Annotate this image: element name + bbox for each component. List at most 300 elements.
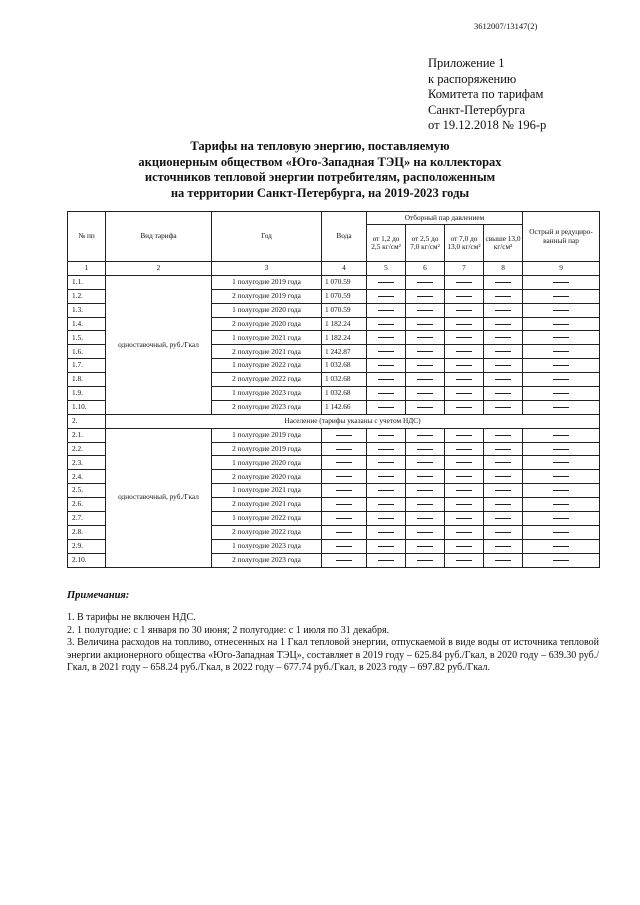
empty-cell bbox=[484, 484, 523, 498]
water-tariff-cell: 1 032.68 bbox=[322, 373, 367, 387]
dash bbox=[378, 476, 394, 477]
dash bbox=[456, 337, 472, 338]
title-line: источников тепловой энергии потребителям, расположенным bbox=[144, 170, 496, 184]
water-tariff-cell: 1 070.59 bbox=[322, 289, 367, 303]
period-cell: 2 полугодие 2023 года bbox=[212, 400, 322, 414]
empty-cell bbox=[367, 289, 406, 303]
empty-cell bbox=[367, 456, 406, 470]
water-tariff-cell: 1 182.24 bbox=[322, 317, 367, 331]
empty-cell bbox=[445, 345, 484, 359]
empty-cell bbox=[445, 400, 484, 414]
column-number: 9 bbox=[523, 262, 600, 276]
row-number: 1.1. bbox=[68, 275, 106, 289]
table-row bbox=[68, 275, 600, 289]
empty-cell bbox=[322, 470, 367, 484]
empty-cell bbox=[406, 498, 445, 512]
empty-cell bbox=[406, 373, 445, 387]
empty-cell bbox=[445, 484, 484, 498]
dash bbox=[336, 435, 352, 436]
period-cell: 2 полугодие 2021 года bbox=[212, 498, 322, 512]
empty-cell bbox=[523, 275, 600, 289]
dash bbox=[417, 351, 433, 352]
period-cell: 2 полугодие 2022 года bbox=[212, 373, 322, 387]
dash bbox=[456, 504, 472, 505]
empty-cell bbox=[367, 331, 406, 345]
dash bbox=[495, 296, 511, 297]
empty-cell bbox=[484, 317, 523, 331]
empty-cell bbox=[367, 539, 406, 553]
empty-cell bbox=[322, 456, 367, 470]
dash bbox=[378, 407, 394, 408]
dash bbox=[456, 449, 472, 450]
dash bbox=[417, 490, 433, 491]
row-number: 1.9. bbox=[68, 387, 106, 401]
empty-cell bbox=[523, 289, 600, 303]
notes-heading: Примечания: bbox=[67, 590, 130, 601]
empty-cell bbox=[484, 387, 523, 401]
empty-cell bbox=[523, 525, 600, 539]
dash bbox=[456, 546, 472, 547]
section-number: 2. bbox=[68, 414, 106, 428]
empty-cell bbox=[523, 331, 600, 345]
dash bbox=[495, 407, 511, 408]
empty-cell bbox=[322, 525, 367, 539]
column-number: 2 bbox=[106, 262, 212, 276]
empty-cell bbox=[322, 498, 367, 512]
title-line: на территории Санкт-Петербурга, на 2019-2023 годы bbox=[170, 185, 470, 200]
dash bbox=[417, 449, 433, 450]
header-steam-1: от 1,2 до 2,5 кг/см² bbox=[367, 225, 406, 262]
empty-cell bbox=[406, 512, 445, 526]
dash bbox=[378, 351, 394, 352]
empty-cell bbox=[445, 442, 484, 456]
empty-cell bbox=[367, 275, 406, 289]
period-cell: 2 полугодие 2023 года bbox=[212, 553, 322, 567]
water-tariff-cell: 1 032.68 bbox=[322, 387, 367, 401]
appendix-line: от 19.12.2018 № 196-р bbox=[428, 118, 547, 132]
empty-cell bbox=[523, 484, 600, 498]
title-line: акционерным обществом «Юго-Западная ТЭЦ» на коллекторах bbox=[138, 154, 502, 169]
empty-cell bbox=[322, 553, 367, 567]
dash bbox=[336, 490, 352, 491]
empty-cell bbox=[406, 317, 445, 331]
dash bbox=[336, 560, 352, 561]
empty-cell bbox=[523, 373, 600, 387]
dash bbox=[495, 532, 511, 533]
dash bbox=[456, 351, 472, 352]
empty-cell bbox=[322, 539, 367, 553]
empty-cell bbox=[367, 400, 406, 414]
tariff-type-cell: одноставочный, руб./Гкал bbox=[106, 275, 212, 414]
dash bbox=[456, 324, 472, 325]
row-number: 1.2. bbox=[68, 289, 106, 303]
notes-block bbox=[67, 612, 599, 675]
empty-cell bbox=[367, 359, 406, 373]
empty-cell bbox=[484, 470, 523, 484]
column-number: 5 bbox=[367, 262, 406, 276]
table-row bbox=[68, 428, 600, 442]
empty-cell bbox=[523, 553, 600, 567]
empty-cell bbox=[406, 303, 445, 317]
period-cell: 1 полугодие 2023 года bbox=[212, 539, 322, 553]
dash bbox=[553, 560, 569, 561]
empty-cell bbox=[406, 387, 445, 401]
empty-cell bbox=[445, 387, 484, 401]
row-number: 1.6. bbox=[68, 345, 106, 359]
header-steam-2: от 2,5 до 7,0 кг/см² bbox=[406, 225, 445, 262]
period-cell: 1 полугодие 2021 года bbox=[212, 484, 322, 498]
period-cell: 2 полугодие 2019 года bbox=[212, 442, 322, 456]
empty-cell bbox=[367, 303, 406, 317]
empty-cell bbox=[484, 428, 523, 442]
empty-cell bbox=[445, 303, 484, 317]
dash bbox=[456, 560, 472, 561]
empty-cell bbox=[445, 498, 484, 512]
period-cell: 2 полугодие 2021 года bbox=[212, 345, 322, 359]
dash bbox=[378, 296, 394, 297]
empty-cell bbox=[445, 428, 484, 442]
period-cell: 1 полугодие 2023 года bbox=[212, 387, 322, 401]
period-cell: 2 полугодие 2020 года bbox=[212, 317, 322, 331]
empty-cell bbox=[406, 428, 445, 442]
dash bbox=[495, 490, 511, 491]
dash bbox=[378, 393, 394, 394]
empty-cell bbox=[367, 470, 406, 484]
empty-cell bbox=[406, 456, 445, 470]
period-cell: 1 полугодие 2021 года bbox=[212, 331, 322, 345]
empty-cell bbox=[445, 525, 484, 539]
dash bbox=[495, 310, 511, 311]
empty-cell bbox=[367, 373, 406, 387]
period-cell: 2 полугодие 2022 года bbox=[212, 525, 322, 539]
dash bbox=[553, 379, 569, 380]
row-number: 1.3. bbox=[68, 303, 106, 317]
empty-cell bbox=[445, 373, 484, 387]
dash bbox=[336, 504, 352, 505]
dash bbox=[456, 310, 472, 311]
empty-cell bbox=[322, 428, 367, 442]
period-cell: 2 полугодие 2019 года bbox=[212, 289, 322, 303]
dash bbox=[495, 365, 511, 366]
empty-cell bbox=[322, 512, 367, 526]
dash bbox=[378, 462, 394, 463]
empty-cell bbox=[406, 331, 445, 345]
dash bbox=[553, 532, 569, 533]
period-cell: 1 полугодие 2020 года bbox=[212, 303, 322, 317]
empty-cell bbox=[367, 345, 406, 359]
empty-cell bbox=[523, 345, 600, 359]
dash bbox=[553, 462, 569, 463]
row-number: 1.7. bbox=[68, 359, 106, 373]
water-tariff-cell: 1 182.24 bbox=[322, 331, 367, 345]
tariff-type-cell: одноставочный, руб./Гкал bbox=[106, 428, 212, 567]
dash bbox=[417, 504, 433, 505]
appendix-line: Приложение 1 bbox=[428, 56, 505, 70]
dash bbox=[456, 296, 472, 297]
dash bbox=[553, 504, 569, 505]
empty-cell bbox=[367, 512, 406, 526]
empty-cell bbox=[445, 470, 484, 484]
empty-cell bbox=[484, 289, 523, 303]
dash bbox=[456, 407, 472, 408]
dash bbox=[378, 282, 394, 283]
empty-cell bbox=[406, 289, 445, 303]
note-item: 1. В тарифы не включен НДС. bbox=[67, 612, 196, 623]
document-number: 3612007/13147(2) bbox=[474, 21, 538, 31]
empty-cell bbox=[484, 442, 523, 456]
dash bbox=[456, 532, 472, 533]
dash bbox=[417, 435, 433, 436]
header-tariff-type: Вид тарифа bbox=[106, 212, 212, 262]
dash bbox=[378, 518, 394, 519]
appendix-line: Комитета по тарифам bbox=[428, 87, 544, 101]
empty-cell bbox=[484, 525, 523, 539]
dash bbox=[417, 282, 433, 283]
row-number: 1.5. bbox=[68, 331, 106, 345]
empty-cell bbox=[406, 484, 445, 498]
empty-cell bbox=[523, 539, 600, 553]
dash bbox=[553, 490, 569, 491]
dash bbox=[417, 476, 433, 477]
dash bbox=[378, 324, 394, 325]
dash bbox=[336, 449, 352, 450]
dash bbox=[495, 476, 511, 477]
empty-cell bbox=[367, 428, 406, 442]
dash bbox=[553, 296, 569, 297]
dash bbox=[553, 518, 569, 519]
empty-cell bbox=[523, 428, 600, 442]
dash bbox=[378, 310, 394, 311]
empty-cell bbox=[367, 442, 406, 456]
empty-cell bbox=[484, 345, 523, 359]
row-number: 1.8. bbox=[68, 373, 106, 387]
empty-cell bbox=[484, 275, 523, 289]
dash bbox=[417, 546, 433, 547]
empty-cell bbox=[406, 345, 445, 359]
empty-cell bbox=[367, 484, 406, 498]
dash bbox=[417, 337, 433, 338]
empty-cell bbox=[445, 359, 484, 373]
empty-cell bbox=[523, 470, 600, 484]
dash bbox=[495, 337, 511, 338]
dash bbox=[336, 546, 352, 547]
dash bbox=[495, 462, 511, 463]
row-number: 2.7. bbox=[68, 512, 106, 526]
empty-cell bbox=[367, 553, 406, 567]
dash bbox=[456, 490, 472, 491]
row-number: 1.10. bbox=[68, 400, 106, 414]
empty-cell bbox=[484, 539, 523, 553]
dash bbox=[553, 351, 569, 352]
empty-cell bbox=[406, 553, 445, 567]
header-num: № пп bbox=[68, 212, 106, 262]
dash bbox=[456, 435, 472, 436]
empty-cell bbox=[484, 359, 523, 373]
dash bbox=[553, 449, 569, 450]
empty-cell bbox=[484, 553, 523, 567]
document-title bbox=[60, 139, 580, 201]
period-cell: 2 полугодие 2020 года bbox=[212, 470, 322, 484]
dash bbox=[456, 476, 472, 477]
note-item: 3. Величина расходов на топливо, отнесенных на 1 Гкал тепловой энергии, отпускаемой в виде воды от источника тепловой энергии акционерного общества «Юго-Западная ТЭЦ», составляет в 2019 году – 625.84 руб./Гкал, в 2020 году – 639.30 руб./Гкал, в 2021 году – 658.24 руб./Гкал, в 2022 году – 677.74 руб./Гкал, в 2023 году – 697.82 руб./Гкал. bbox=[67, 637, 599, 673]
empty-cell bbox=[406, 525, 445, 539]
column-number: 3 bbox=[212, 262, 322, 276]
empty-cell bbox=[406, 470, 445, 484]
empty-cell bbox=[523, 512, 600, 526]
note-item: 2. 1 полугодие: с 1 января по 30 июня; 2 полугодие: с 1 июля по 31 декабря. bbox=[67, 624, 390, 636]
dash bbox=[456, 518, 472, 519]
row-number: 2.3. bbox=[68, 456, 106, 470]
dash bbox=[495, 449, 511, 450]
empty-cell bbox=[484, 400, 523, 414]
row-number: 2.9. bbox=[68, 539, 106, 553]
empty-cell bbox=[484, 373, 523, 387]
section-label: Население (тарифы указаны с учетом НДС) bbox=[106, 414, 600, 428]
row-number: 2.1. bbox=[68, 428, 106, 442]
column-number: 1 bbox=[68, 262, 106, 276]
water-tariff-cell: 1 070.59 bbox=[322, 275, 367, 289]
row-number: 2.6. bbox=[68, 498, 106, 512]
empty-cell bbox=[523, 498, 600, 512]
empty-cell bbox=[523, 359, 600, 373]
dash bbox=[378, 449, 394, 450]
empty-cell bbox=[523, 442, 600, 456]
row-number: 2.8. bbox=[68, 525, 106, 539]
empty-cell bbox=[484, 331, 523, 345]
empty-cell bbox=[445, 317, 484, 331]
dash bbox=[553, 407, 569, 408]
empty-cell bbox=[406, 442, 445, 456]
empty-cell bbox=[484, 456, 523, 470]
empty-cell bbox=[406, 539, 445, 553]
empty-cell bbox=[484, 512, 523, 526]
dash bbox=[417, 462, 433, 463]
dash bbox=[417, 393, 433, 394]
dash bbox=[553, 324, 569, 325]
dash bbox=[378, 546, 394, 547]
dash bbox=[553, 546, 569, 547]
dash bbox=[417, 365, 433, 366]
dash bbox=[417, 407, 433, 408]
row-number: 2.2. bbox=[68, 442, 106, 456]
empty-cell bbox=[445, 553, 484, 567]
column-number: 7 bbox=[445, 262, 484, 276]
dash bbox=[495, 546, 511, 547]
header-steam-3: от 7,0 до 13,0 кг/см² bbox=[445, 225, 484, 262]
header-steam-4: свыше 13,0 кг/см² bbox=[484, 225, 523, 262]
empty-cell bbox=[322, 484, 367, 498]
water-tariff-cell: 1 032.68 bbox=[322, 359, 367, 373]
dash bbox=[417, 379, 433, 380]
appendix-line: к распоряжению bbox=[428, 71, 517, 86]
period-cell: 1 полугодие 2022 года bbox=[212, 512, 322, 526]
column-number: 6 bbox=[406, 262, 445, 276]
title-line: Тарифы на тепловую энергию, поставляемую bbox=[190, 139, 450, 153]
dash bbox=[456, 462, 472, 463]
empty-cell bbox=[445, 289, 484, 303]
row-number: 1.4. bbox=[68, 317, 106, 331]
empty-cell bbox=[523, 387, 600, 401]
dash bbox=[495, 351, 511, 352]
empty-cell bbox=[367, 317, 406, 331]
dash bbox=[495, 379, 511, 380]
dash bbox=[378, 560, 394, 561]
period-cell: 1 полугодие 2020 года bbox=[212, 456, 322, 470]
dash bbox=[553, 393, 569, 394]
dash bbox=[495, 560, 511, 561]
column-number: 8 bbox=[484, 262, 523, 276]
water-tariff-cell: 1 142.66 bbox=[322, 400, 367, 414]
empty-cell bbox=[484, 303, 523, 317]
empty-cell bbox=[523, 317, 600, 331]
dash bbox=[378, 365, 394, 366]
dash bbox=[495, 324, 511, 325]
section-row bbox=[68, 414, 600, 428]
dash bbox=[378, 532, 394, 533]
dash bbox=[378, 435, 394, 436]
dash bbox=[553, 365, 569, 366]
dash bbox=[456, 365, 472, 366]
empty-cell bbox=[523, 456, 600, 470]
appendix-line: Санкт-Петербурга bbox=[428, 102, 526, 117]
period-cell: 1 полугодие 2019 года bbox=[212, 275, 322, 289]
water-tariff-cell: 1 242.87 bbox=[322, 345, 367, 359]
empty-cell bbox=[523, 400, 600, 414]
empty-cell bbox=[406, 359, 445, 373]
header-steam-group: Отборный пар давлением bbox=[367, 212, 523, 225]
header-sharp-steam: Острый и редуциро-ванный пар bbox=[523, 212, 600, 262]
dash bbox=[378, 379, 394, 380]
empty-cell bbox=[445, 456, 484, 470]
dash bbox=[495, 504, 511, 505]
dash bbox=[417, 296, 433, 297]
empty-cell bbox=[445, 539, 484, 553]
row-number: 2.4. bbox=[68, 470, 106, 484]
dash bbox=[495, 393, 511, 394]
water-tariff-cell: 1 070.59 bbox=[322, 303, 367, 317]
row-number: 2.5. bbox=[68, 484, 106, 498]
dash bbox=[378, 504, 394, 505]
dash bbox=[417, 310, 433, 311]
dash bbox=[553, 310, 569, 311]
dash bbox=[456, 282, 472, 283]
dash bbox=[456, 393, 472, 394]
period-cell: 1 полугодие 2022 года bbox=[212, 359, 322, 373]
dash bbox=[495, 282, 511, 283]
dash bbox=[553, 337, 569, 338]
empty-cell bbox=[367, 525, 406, 539]
dash bbox=[417, 324, 433, 325]
dash bbox=[456, 379, 472, 380]
column-number: 4 bbox=[322, 262, 367, 276]
header-water: Вода bbox=[322, 212, 367, 262]
empty-cell bbox=[406, 400, 445, 414]
dash bbox=[553, 282, 569, 283]
dash bbox=[553, 476, 569, 477]
dash bbox=[417, 518, 433, 519]
dash bbox=[336, 462, 352, 463]
empty-cell bbox=[367, 387, 406, 401]
dash bbox=[378, 337, 394, 338]
period-cell: 1 полугодие 2019 года bbox=[212, 428, 322, 442]
empty-cell bbox=[406, 275, 445, 289]
dash bbox=[495, 435, 511, 436]
dash bbox=[336, 476, 352, 477]
dash bbox=[417, 532, 433, 533]
empty-cell bbox=[445, 331, 484, 345]
row-number: 2.10. bbox=[68, 553, 106, 567]
empty-cell bbox=[322, 442, 367, 456]
